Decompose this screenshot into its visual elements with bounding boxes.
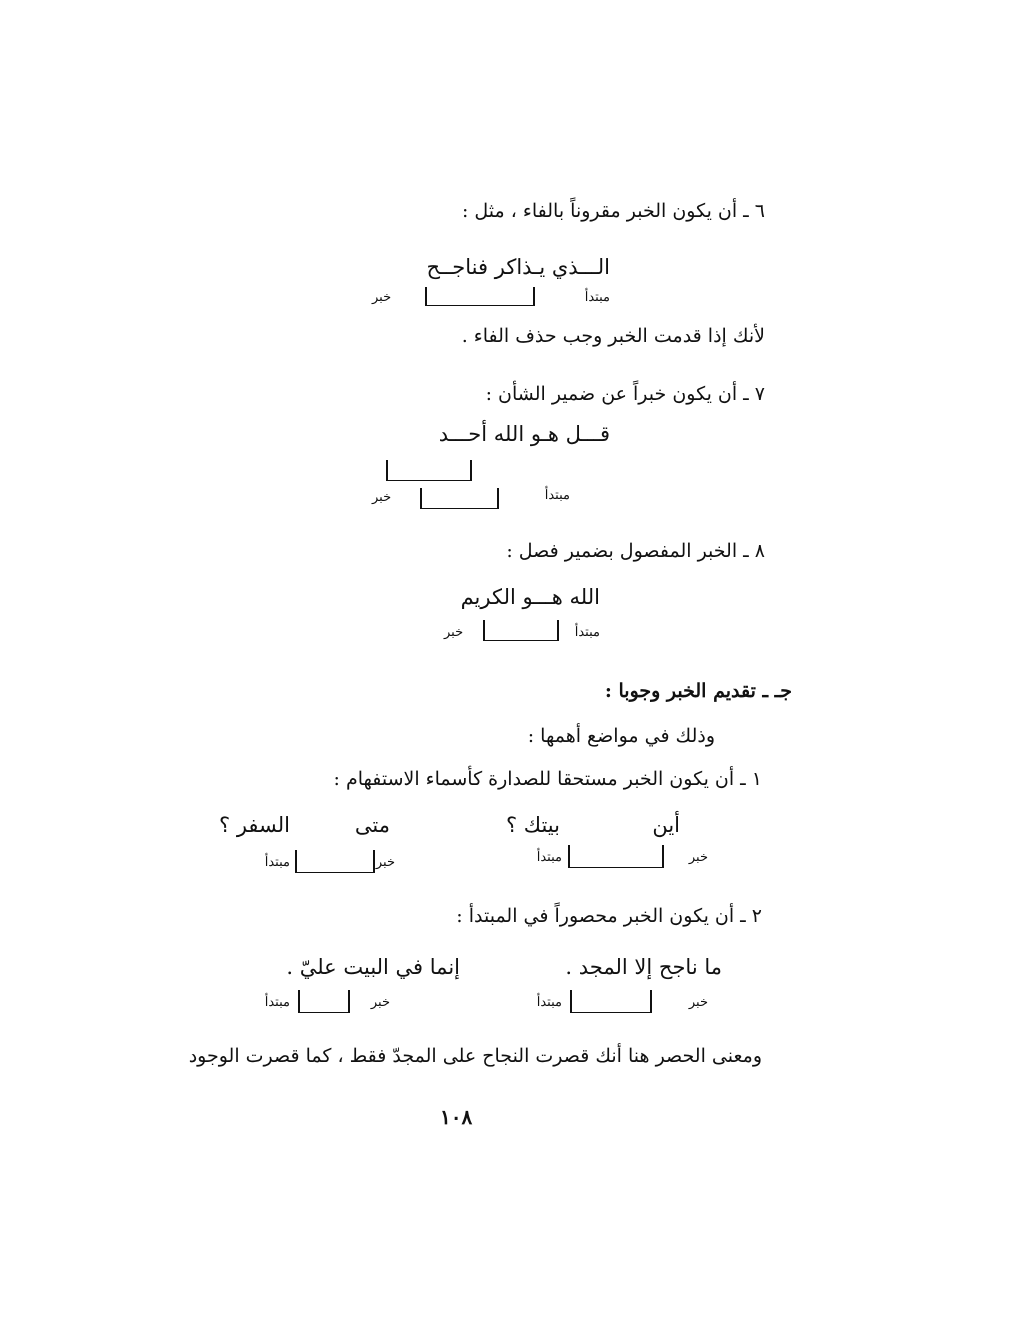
rule-2-heading: ٢ ـ أن يكون الخبر محصوراً في المبتدأ : (456, 905, 762, 927)
item-7-label-khabar: خبر (372, 490, 392, 505)
rule-2-example-1-label-mubtada: مبتدأ (536, 995, 562, 1010)
item-8-label-mubtada: مبتدأ (574, 625, 600, 640)
rule-1-example-2-word-b: السفر ؟ (219, 813, 290, 837)
rule-2-example-2-label-khabar: خبر (370, 995, 390, 1010)
rule-1-example-1-label-khabar: خبر (688, 850, 708, 865)
rule-2-example-2: إنما في البيت عليّ . (286, 955, 460, 979)
rule-2-example-1: ما ناجح إلا المجد . (565, 955, 722, 979)
closing-paragraph: ومعنى الحصر هنا أنك قصرت النجاح على المجدّ فقط ، كما قصرت الوجود (188, 1045, 762, 1067)
rule-1-example-1-bracket (568, 845, 664, 868)
item-6-label-mubtada: مبتدأ (584, 290, 610, 305)
rule-2-example-1-bracket (570, 990, 652, 1013)
item-8-bracket (483, 620, 559, 641)
section-c-intro: وذلك في مواضع أهمها : (527, 725, 715, 747)
item-8-heading: ٨ ـ الخبر المفصول بضمير فصل : (506, 540, 765, 562)
rule-1-heading: ١ ـ أن يكون الخبر مستحقا للصدارة كأسماء الاستفهام : (333, 768, 762, 790)
rule-1-example-1-word-a: أين (652, 813, 680, 837)
rule-2-example-2-label-mubtada: مبتدأ (264, 995, 290, 1010)
rule-1-example-2-bracket (295, 850, 375, 873)
item-7-example: قـــل هـو الله أحـــد (438, 422, 610, 446)
rule-2-example-1-label-khabar: خبر (688, 995, 708, 1010)
rule-1-example-1-word-b: بيتك ؟ (505, 813, 560, 837)
item-8-example: الله هـــو الكريم (460, 585, 600, 609)
item-7-label-mubtada: مبتدأ (544, 488, 570, 503)
item-6-example: الـــذي يـذاكر فناجــح (426, 255, 610, 279)
section-c-title: جـ ـ تقديم الخبر وجوبا : (604, 680, 792, 702)
item-7-bracket-lower (420, 488, 499, 509)
item-6-note: لأنك إذا قدمت الخبر وجب حذف الفاء . (461, 325, 765, 347)
item-7-bracket-upper (386, 460, 472, 481)
rule-2-example-2-bracket (298, 990, 350, 1013)
item-6-label-khabar: خبر (372, 290, 392, 305)
item-6-bracket (425, 287, 535, 306)
item-8-label-khabar: خبر (444, 625, 464, 640)
item-6-heading: ٦ ـ أن يكون الخبر مقروناً بالفاء ، مثل : (461, 200, 765, 222)
rule-1-example-2-label-khabar: خبر (375, 855, 395, 870)
rule-1-example-2-word-a: متى (354, 813, 390, 837)
page-number: ١٠٨ (440, 1105, 473, 1129)
item-7-heading: ٧ ـ أن يكون خبراً عن ضمير الشأن : (485, 383, 765, 405)
rule-1-example-2-label-mubtada: مبتدأ (264, 855, 290, 870)
rule-1-example-1-label-mubtada: مبتدأ (536, 850, 562, 865)
